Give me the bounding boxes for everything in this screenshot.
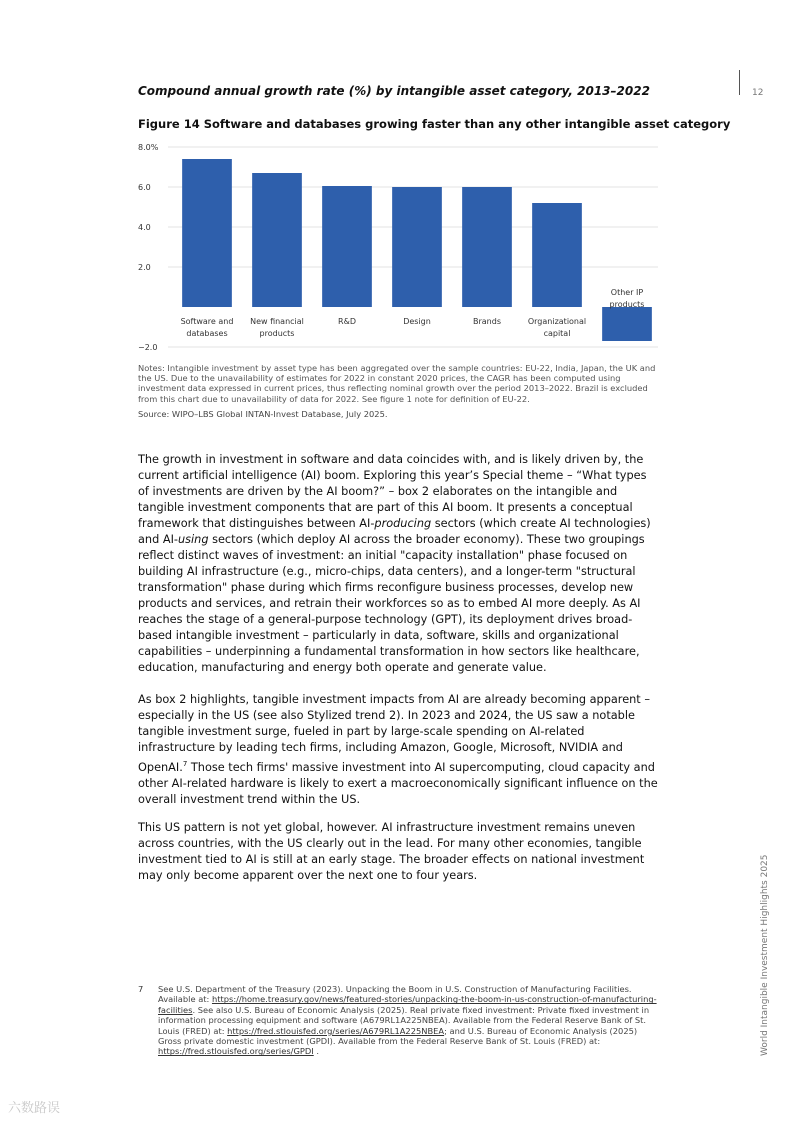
p2-text-main: As box 2 highlights, tangible investment impacts from AI are already becoming apparent – especially in the US (see also Stylized trend 2). In 2023 and 2024, the US saw a notable tangible investment surge, fueled in part by large-scale spending on AI-related infrastructure by leading tech firms, including Amazon, Google, Microsoft, NVIDIA and OpenAI. [138,693,650,774]
category-label: Software and [180,317,234,326]
figure-notes: Notes: Intangible investment by asset type has been aggregated over the sample countries: EU-22, India, Japan, the UK and the US. Due to the unavailability of estimates for 2022 in constant 2020 prices, the CAGR has been computed using investment data expressed in current prices, thus reflecting nominal growth over the period 2013–2022. Brazil is excluded from this chart due to unavailability of data for 2022. See figure 1 note for definition of EU-22. [138,363,656,404]
footnote-text-1: See U.S. Department of the Treasury (2023). Unpacking the Boom in U.S. Construction of Manufacturing Facilities. Available at: [158,984,632,1005]
body-paragraph-1 [138,452,658,676]
footnote-ref-7[interactable]: 7 [182,760,188,768]
bar [392,187,442,307]
category-label: databases [186,329,228,338]
bar [462,187,512,307]
category-label: New financial [250,317,304,326]
footnote-number: 7 [138,984,144,994]
figure-source: Source: WIPO–LBS Global INTAN-Invest Database, July 2025. [138,409,388,419]
y-tick-label: 4.0 [138,223,151,232]
p1-emphasis-using: using [177,533,209,546]
body-paragraph-2 [138,692,658,808]
category-label: Other IP [610,288,644,297]
page-number: 12 [752,88,764,98]
bar [252,173,302,307]
category-label: Design [403,317,431,326]
y-tick-label: 6.0 [138,183,151,192]
p1-text-b: sectors (which create AI technologies) and AI- [138,517,651,546]
page-number-rule [739,70,740,95]
category-label: R&D [338,317,356,326]
p1-text-a: The growth in investment in software and data coincides with, and is likely driven by, the current artificial intelligence (AI) boom. Exploring this year’s Special theme – “What types of investments are driven by the AI boom?” – box 2 elaborates on the intangible and tangible investment components that are part of this AI boom. It presents a conceptual framework that distinguishes between AI- [138,453,647,530]
category-label: Organizational [527,317,587,326]
category-label: Brands [473,317,501,326]
category-label: products [609,300,645,309]
p1-text-c: sectors (which deploy AI across the broader economy). These two groupings reflect distinct waves of investment: an initial "capacity installation" phase focused on building AI infrastructure (e.g., micro-chips, data centers), and a longer-term "structural transformation" phase during which firms reconfigure business processes, develop new products and services, and retrain their workforces so as to embed AI more deeply. As AI reaches the stage of a general-purpose technology (GPT), its deployment drives broad-based intangible investment – particularly in data, software, skills and organizational capabilities – underpinning a fundamental transformation in how sectors like healthcare, education, manufacturing and energy both operate and generate value. [138,533,645,674]
bar [532,203,582,307]
treasury-link[interactable]: https://home.treasury.gov/news/featured-stories/unpacking-the-boom-in-us-construction-of-manufacturing-facilities [158,994,657,1015]
y-tick-label: −2.0 [138,343,158,352]
fred-a679-link[interactable]: https://fred.stlouisfed.org/series/A679RL1A225NBEA [227,1025,445,1036]
chart-subtitle: Compound annual growth rate (%) by intangible asset category, 2013–2022 [138,84,650,98]
fred-gpdi-link[interactable]: https://fred.stlouisfed.org/series/GPDI [158,1046,314,1057]
footnote-text-4: . [313,1046,319,1057]
bar [322,186,372,307]
bar [182,159,232,307]
watermark: 六数路误 [8,1101,61,1116]
footnote-text-2: . See also U.S. Bureau of Economic Analysis (2025). Real private fixed investment: Private fixed investment in information processing equipment and software (A679RL1A225NBEA). Available from the Federal Reserve Bank of St. Louis (FRED) at: [158,1004,650,1036]
footnote-text-3: ; and U.S. Bureau of Economic Analysis (2025) Gross private domestic investment (GPDI). Available from the Federal Reserve Bank of St. Louis (FRED) at: [158,1025,638,1047]
bar-chart [130,138,670,356]
body-paragraph-3: This US pattern is not yet global, however. AI infrastructure investment remains uneven across countries, with the US clearly out in the lead. For many other economies, tangible investment tied to AI is still at an early stage. The broader effects on national investment may only become apparent over the next one to four years. [138,821,645,882]
y-tick-label: 2.0 [138,263,151,272]
bar [602,307,652,341]
category-label: products [259,329,295,338]
side-running-title: World Intangible Investment Highlights 2025 [760,854,770,1056]
p2-text-rest: Those tech firms' massive investment into AI supercomputing, cloud capacity and other AI-related hardware is likely to exert a macroeconomically significant influence on the overall investment trend within the US. [138,760,658,806]
figure-title: Figure 14 Software and databases growing faster than any other intangible asset category [138,117,731,131]
footnote-text [158,984,658,1057]
y-tick-label: 8.0% [138,143,159,152]
category-label: capital [543,329,571,338]
p1-emphasis-producing: producing [374,517,432,530]
